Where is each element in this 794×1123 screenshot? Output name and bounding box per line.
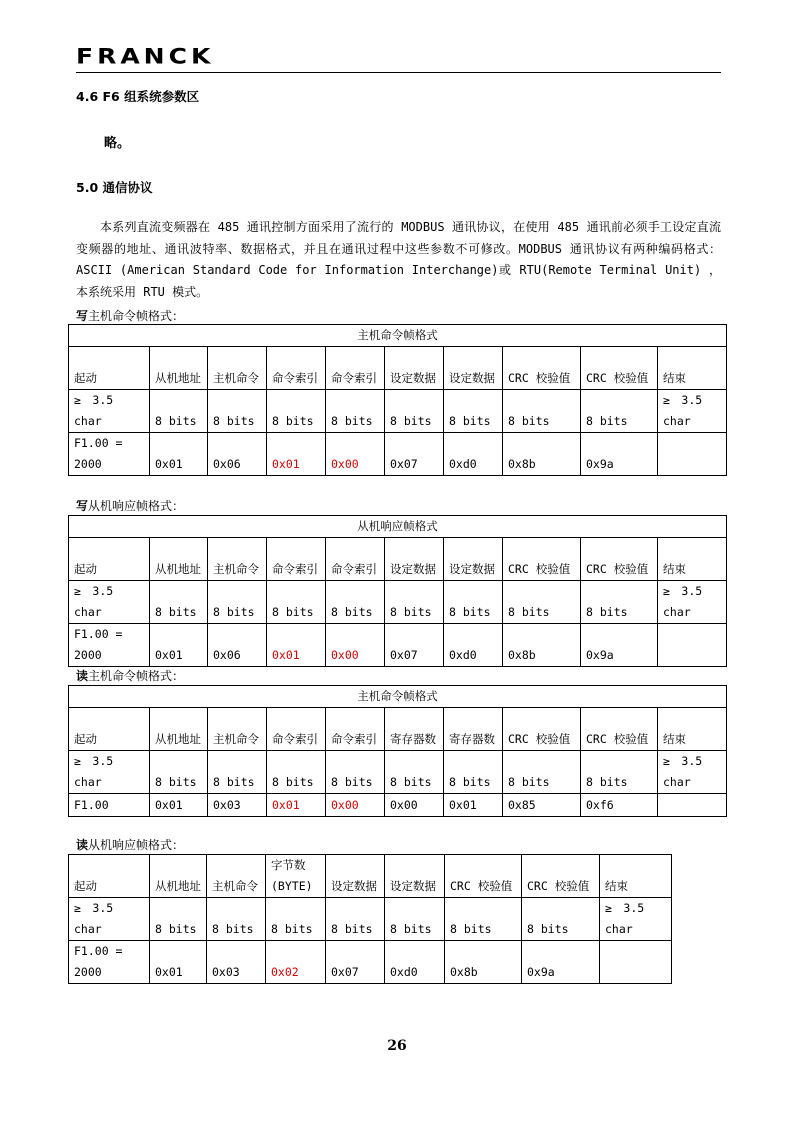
header-cell: CRC 校验值: [445, 855, 522, 898]
header-cell: 结束: [658, 538, 727, 581]
header-cell: 寄存器数: [444, 708, 503, 751]
read-master-command-table: [68, 685, 727, 817]
example-row: [69, 941, 672, 984]
header-rule: [76, 72, 721, 73]
size-row: [69, 898, 672, 941]
header-cell: 主机命令: [208, 347, 267, 390]
header-cell: CRC 校验值: [503, 347, 581, 390]
size-cell: 8 bits: [266, 898, 326, 941]
header-cell: CRC 校验值: [503, 538, 581, 581]
example-cell: [658, 433, 727, 476]
example-cell: 0x8b: [503, 433, 581, 476]
example-cell: 0x00: [385, 794, 444, 817]
example-row: [69, 794, 727, 817]
size-cell: ≥ 3.5 char: [69, 581, 150, 624]
header-cell: 起动: [69, 538, 150, 581]
example-cell: 0x85: [503, 794, 581, 817]
size-cell: 8 bits: [503, 751, 581, 794]
size-cell: ≥ 3.5 char: [658, 751, 727, 794]
header-cell: 寄存器数: [385, 708, 444, 751]
table-4-label-bold: 读: [76, 838, 89, 852]
example-cell: 0x9a: [522, 941, 600, 984]
header-row: [69, 708, 727, 751]
header-cell: 结束: [658, 347, 727, 390]
size-cell: 8 bits: [581, 581, 658, 624]
size-cell: 8 bits: [385, 898, 445, 941]
size-cell: 8 bits: [385, 751, 444, 794]
size-cell: 8 bits: [150, 390, 208, 433]
example-cell: 0x8b: [445, 941, 522, 984]
header-cell: CRC 校验值: [581, 538, 658, 581]
table-caption-row: [69, 686, 727, 708]
header-cell: 字节数(BYTE): [266, 855, 326, 898]
write-master-command-table: [68, 324, 727, 476]
header-cell: 命令索引: [326, 538, 385, 581]
size-cell: 8 bits: [326, 751, 385, 794]
size-cell: 8 bits: [326, 581, 385, 624]
size-cell: ≥ 3.5 char: [69, 751, 150, 794]
size-cell: 8 bits: [503, 390, 581, 433]
header-cell: 主机命令: [208, 708, 267, 751]
header-cell: CRC 校验值: [581, 708, 658, 751]
size-cell: 8 bits: [444, 751, 503, 794]
example-cell: 0x01: [150, 624, 208, 667]
example-cell: 0x8b: [503, 624, 581, 667]
header-cell: 结束: [658, 708, 727, 751]
example-cell: 0x9a: [581, 433, 658, 476]
table-caption: 主机命令帧格式: [69, 325, 727, 347]
table-4-label: [76, 836, 184, 853]
header-cell: 命令索引: [267, 708, 326, 751]
example-cell: 0x03: [207, 941, 266, 984]
example-cell: [658, 624, 727, 667]
franck-logo: FRANCK: [76, 44, 215, 69]
header-cell: 起动: [69, 855, 150, 898]
read-slave-response-table: [68, 854, 672, 984]
size-cell: 8 bits: [326, 898, 385, 941]
example-cell: F1.00 = 2000: [69, 433, 150, 476]
size-cell: 8 bits: [150, 581, 208, 624]
header-cell: CRC 校验值: [581, 347, 658, 390]
example-cell: 0xf6: [581, 794, 658, 817]
size-cell: ≥ 3.5 char: [69, 390, 150, 433]
example-cell: [600, 941, 672, 984]
protocol-paragraph: [76, 217, 721, 303]
size-cell: 8 bits: [444, 390, 503, 433]
table-3-label-bold: 读: [76, 669, 89, 683]
example-cell: 0x03: [208, 794, 267, 817]
example-cell: 0x00: [326, 433, 385, 476]
header-cell: 设定数据: [385, 347, 444, 390]
header-cell: 主机命令: [208, 538, 267, 581]
size-cell: ≥ 3.5 char: [658, 390, 727, 433]
section-5-0-title: 5.0 通信协议: [76, 180, 153, 195]
example-cell: [658, 794, 727, 817]
example-cell: 0x01: [267, 624, 326, 667]
header-cell: 命令索引: [267, 538, 326, 581]
table-caption: 主机命令帧格式: [69, 686, 727, 708]
header-cell: 从机地址: [150, 538, 208, 581]
size-cell: 8 bits: [208, 581, 267, 624]
size-cell: 8 bits: [208, 390, 267, 433]
table-4-label-text: 从机响应帧格式：: [88, 838, 185, 852]
example-cell: 0xd0: [444, 433, 503, 476]
table-3-label-text: 主机命令帧格式：: [88, 669, 185, 683]
table-1-label-bold: 写: [76, 309, 89, 323]
example-cell: 0x01: [267, 433, 326, 476]
example-row: [69, 624, 727, 667]
header-cell: 设定数据: [385, 855, 445, 898]
example-cell: 0x02: [266, 941, 326, 984]
example-cell: 0x00: [326, 794, 385, 817]
header-cell: 起动: [69, 347, 150, 390]
header-cell: 结束: [600, 855, 672, 898]
example-cell: F1.00 = 2000: [69, 941, 150, 984]
header-cell: 命令索引: [326, 708, 385, 751]
size-cell: 8 bits: [445, 898, 522, 941]
section-4-6-note: 略。: [104, 136, 131, 151]
table-2-label-bold: 写: [76, 499, 89, 513]
example-cell: 0x01: [150, 941, 207, 984]
header-cell: 命令索引: [267, 347, 326, 390]
size-cell: ≥ 3.5 char: [69, 898, 150, 941]
header-row: [69, 855, 672, 898]
header-cell: 设定数据: [385, 538, 444, 581]
size-cell: 8 bits: [385, 390, 444, 433]
table-2-label-text: 从机响应帧格式：: [88, 499, 185, 513]
table-1-label-text: 主机命令帧格式：: [88, 309, 185, 323]
table-2-label: [76, 497, 184, 514]
table-caption-row: [69, 516, 727, 538]
example-cell: 0x00: [326, 624, 385, 667]
example-row: [69, 433, 727, 476]
header-cell: 命令索引: [326, 347, 385, 390]
example-cell: 0xd0: [385, 941, 445, 984]
size-cell: 8 bits: [208, 751, 267, 794]
page-number: 26: [387, 1038, 407, 1054]
size-cell: 8 bits: [522, 898, 600, 941]
example-cell: 0x07: [385, 624, 444, 667]
size-cell: 8 bits: [150, 898, 207, 941]
header-row: [69, 538, 727, 581]
size-row: [69, 390, 727, 433]
size-row: [69, 581, 727, 624]
example-cell: 0x01: [150, 794, 208, 817]
header-cell: 设定数据: [444, 347, 503, 390]
size-cell: ≥ 3.5 char: [600, 898, 672, 941]
table-3-label: [76, 667, 184, 684]
header-cell: 设定数据: [326, 855, 385, 898]
example-cell: F1.00: [69, 794, 150, 817]
example-cell: 0x9a: [581, 624, 658, 667]
header-cell: 设定数据: [444, 538, 503, 581]
header-cell: CRC 校验值: [522, 855, 600, 898]
write-slave-response-table: [68, 515, 727, 667]
header-cell: 起动: [69, 708, 150, 751]
size-cell: 8 bits: [581, 751, 658, 794]
size-cell: 8 bits: [385, 581, 444, 624]
size-cell: 8 bits: [581, 390, 658, 433]
example-cell: 0x06: [208, 433, 267, 476]
size-cell: 8 bits: [207, 898, 266, 941]
table-caption-row: [69, 325, 727, 347]
example-cell: 0x01: [444, 794, 503, 817]
header-cell: 从机地址: [150, 855, 207, 898]
section-4-6-title: 4.6 F6 组系统参数区: [76, 89, 200, 104]
protocol-paragraph-text: 本系列直流变频器在 485 通讯控制方面采用了流行的 MODBUS 通讯协议，在使用 485 通讯前必须手工设定直流变频器的地址、通讯波特率、数据格式，并且在通讯过程中这些参数不可修改。MODBUS 通讯协议有两种编码格式：ASCII (American Standard Code for Information Interchange)或 RTU(Remote Terminal Unit) ，本系统采用 RTU 模式。: [76, 220, 721, 299]
example-cell: 0x07: [385, 433, 444, 476]
header-cell: CRC 校验值: [503, 708, 581, 751]
size-cell: ≥ 3.5 char: [658, 581, 727, 624]
size-cell: 8 bits: [503, 581, 581, 624]
header-cell: 从机地址: [150, 708, 208, 751]
example-cell: 0xd0: [444, 624, 503, 667]
header-row: [69, 347, 727, 390]
size-cell: 8 bits: [150, 751, 208, 794]
size-cell: 8 bits: [326, 390, 385, 433]
example-cell: 0x01: [150, 433, 208, 476]
example-cell: 0x06: [208, 624, 267, 667]
example-cell: 0x07: [326, 941, 385, 984]
table-1-label: [76, 307, 184, 324]
header-cell: 从机地址: [150, 347, 208, 390]
size-cell: 8 bits: [444, 581, 503, 624]
example-cell: 0x01: [267, 794, 326, 817]
size-row: [69, 751, 727, 794]
table-caption: 从机响应帧格式: [69, 516, 727, 538]
header-cell: 主机命令: [207, 855, 266, 898]
example-cell: F1.00 = 2000: [69, 624, 150, 667]
size-cell: 8 bits: [267, 581, 326, 624]
size-cell: 8 bits: [267, 751, 326, 794]
size-cell: 8 bits: [267, 390, 326, 433]
